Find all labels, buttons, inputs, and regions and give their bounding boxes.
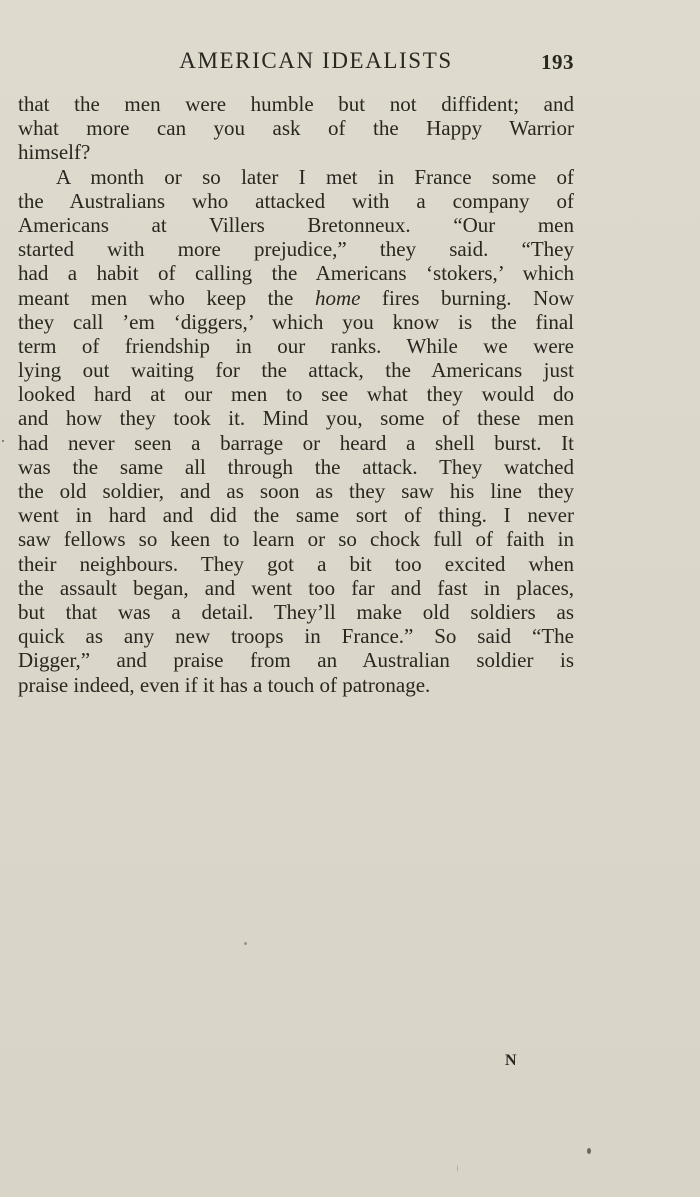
text-line: and how they took it. Mind you, some of these men <box>18 406 574 431</box>
text-line: Digger,” and praise from an Australian soldier is <box>18 648 574 673</box>
text-line: saw fellows so keen to learn or so chock full of faith in <box>18 527 574 552</box>
text-line: was the same all through the attack. They watched <box>18 454 574 479</box>
text-line: their neighbours. They got a bit too excited when <box>18 551 574 576</box>
page-header <box>18 48 574 78</box>
text-line: quick as any new troops in France.” So said “The <box>18 624 574 649</box>
text-line: the Australians who attacked with a company of <box>18 188 574 213</box>
italic-word: home <box>314 285 361 310</box>
text-line: the old soldier, and as soon as they saw his line they <box>18 479 574 503</box>
paper-speck <box>2 440 4 442</box>
text-line: the assault began, and went too far and fast in places, <box>18 575 574 600</box>
signature-mark: N <box>505 1052 517 1069</box>
text-line: that the men were humble but not diffident; and <box>18 92 574 116</box>
text-line: had a habit of calling the Americans ‘stokers,’ which <box>18 261 574 286</box>
body-text <box>18 92 574 697</box>
paper-speck <box>457 1165 458 1172</box>
text-line: term of friendship in our ranks. While we were <box>18 333 574 358</box>
text-line: himself? <box>18 140 91 165</box>
text-line: they call ’em ‘diggers,’ which you know is the final <box>18 309 574 334</box>
text-line: had never seen a barrage or heard a shell burst. It <box>18 430 574 455</box>
paper-speck <box>244 942 247 945</box>
text-line: A month or so later I met in France some of <box>56 164 574 189</box>
text-line: Americans at Villers Bretonneux. “Our men <box>18 212 574 237</box>
text-line: went in hard and did the same sort of thing. I never <box>18 503 574 528</box>
paper-speck <box>587 1148 591 1154</box>
text-line: meant men who keep the home fires burning. Now <box>18 285 574 310</box>
page-number: 193 <box>541 50 574 74</box>
text-line: what more can you ask of the Happy Warrior <box>18 116 574 141</box>
text-line: but that was a detail. They’ll make old soldiers as <box>18 599 574 624</box>
text-line: started with more prejudice,” they said. “They <box>18 237 574 262</box>
text-line: looked hard at our men to see what they would do <box>18 382 574 407</box>
text-line: lying out waiting for the attack, the Americans just <box>18 358 574 383</box>
text-line: praise indeed, even if it has a touch of patronage. <box>18 672 431 697</box>
running-title: AMERICAN IDEALISTS <box>179 48 453 73</box>
